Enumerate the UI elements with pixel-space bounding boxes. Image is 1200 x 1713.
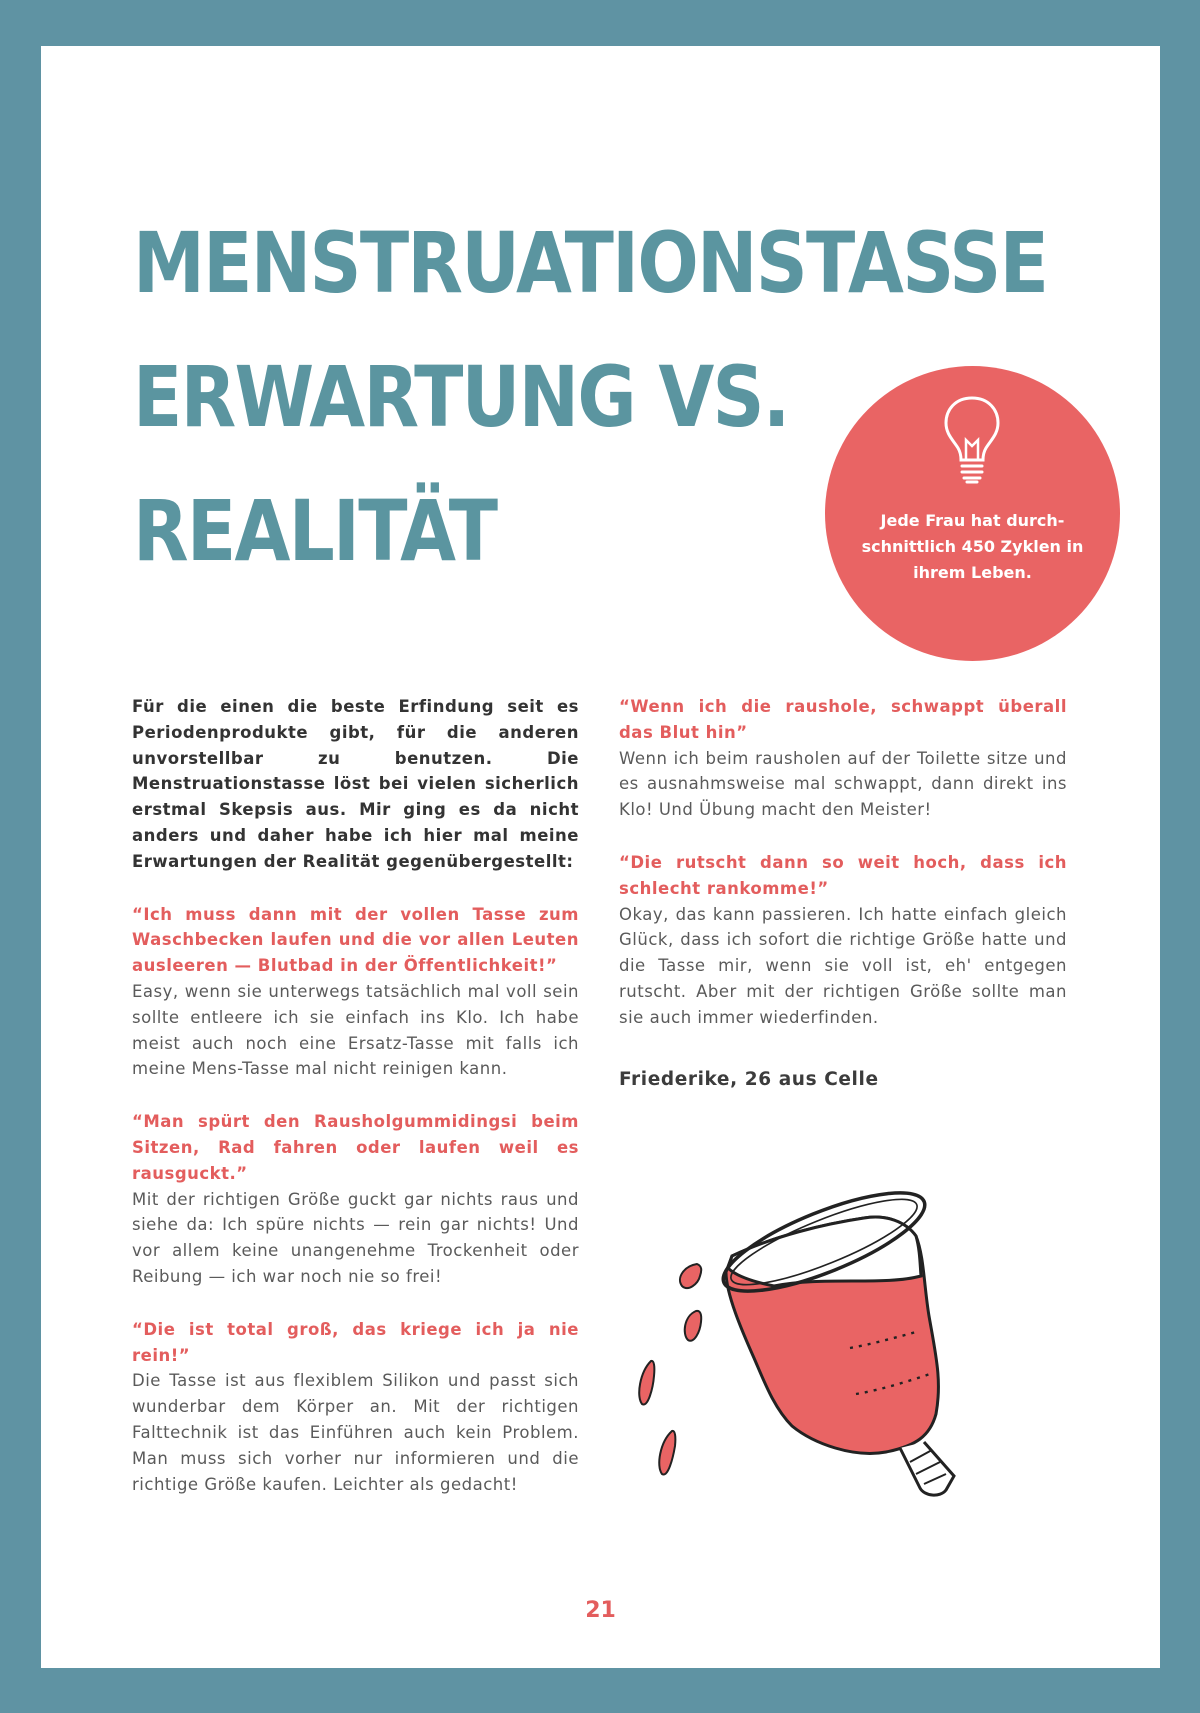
title-line-1: MENSTRUATIONSTASSE (133, 214, 1048, 312)
qa-block (619, 694, 1067, 823)
title-line-3: REALITÄT (133, 482, 497, 580)
lightbulb-icon (940, 394, 1004, 486)
expectation-quote: “Ich muss dann mit der vollen Tasse zum Waschbecken laufen und die vor allen Leuten ausleeren — Blutbad in der Öffentlichkeit!” (132, 904, 579, 976)
left-column (132, 694, 579, 1524)
title-line-2: ERWARTUNG VS. (133, 348, 789, 446)
qa-block (132, 902, 579, 1083)
fact-circle (825, 366, 1120, 661)
fact-text: Jede Frau hat durch-schnittlich 450 Zyklen in ihrem Leben. (861, 511, 1084, 582)
reality-answer: Die Tasse ist aus flexiblem Silikon und passt sich wunderbar dem Körper an. Mit der richtigen Falttechnik ist das Einführen auch kein Problem. Man muss sich vorher nur informieren und die richtige Größe kaufen. Leichter als gedacht! (132, 1371, 579, 1494)
reality-answer: Mit der richtigen Größe guckt gar nichts raus und siehe da: Ich spüre nichts — rein gar nichts! Und vor allem keine unangenehme Trockenheit oder Reibung — ich war noch nie so frei! (132, 1189, 579, 1286)
expectation-quote: “Man spürt den Rausholgummidingsi beim Sitzen, Rad fahren oder laufen weil es rausguckt.” (132, 1112, 579, 1183)
intro-paragraph: Für die einen die beste Erfindung seit es Periodenprodukte gibt, für die anderen unvorstellbar zu benutzen. Die Menstruationstasse löst bei vielen sicherlich erstmal Skepsis aus. Mir ging es da nicht anders und daher habe ich hier mal meine Erwartungen der Realität gegenübergestellt: (132, 697, 579, 871)
author-signature: Friederike, 26 aus Celle (619, 1068, 879, 1090)
page-number: 21 (585, 1598, 616, 1623)
expectation-quote: “Wenn ich die raushole, schwappt überall das Blut hin” (619, 697, 1067, 742)
right-column (619, 694, 1067, 1092)
page (41, 46, 1160, 1668)
qa-block (132, 1109, 579, 1290)
reality-answer: Okay, das kann passieren. Ich hatte einfach gleich Glück, dass ich sofort die richtige Größe hatte und die Tasse mir, wenn sie voll ist, eh' entgegen rutscht. Aber mit der richtigen Größe sollte man sie auch immer wiederfinden. (619, 904, 1067, 1027)
qa-block (619, 850, 1067, 1031)
expectation-quote: “Die rutscht dann so weit hoch, dass ich schlecht rankomme!” (619, 852, 1067, 898)
qa-block (132, 1317, 579, 1498)
expectation-quote: “Die ist total groß, das kriege ich ja nie rein!” (132, 1319, 579, 1365)
menstrual-cup-illustration (624, 1176, 1064, 1556)
reality-answer: Wenn ich beim rausholen auf der Toilette sitze und es ausnahmsweise mal schwappt, dann direkt ins Klo! Und Übung macht den Meister! (619, 748, 1067, 820)
reality-answer: Easy, wenn sie unterwegs tatsächlich mal voll sein sollte entleere ich sie einfach ins Klo. Ich habe meist auch noch eine Ersatz-Tasse mit falls ich meine Mens-Tasse mal nicht reinigen kann. (132, 981, 579, 1079)
